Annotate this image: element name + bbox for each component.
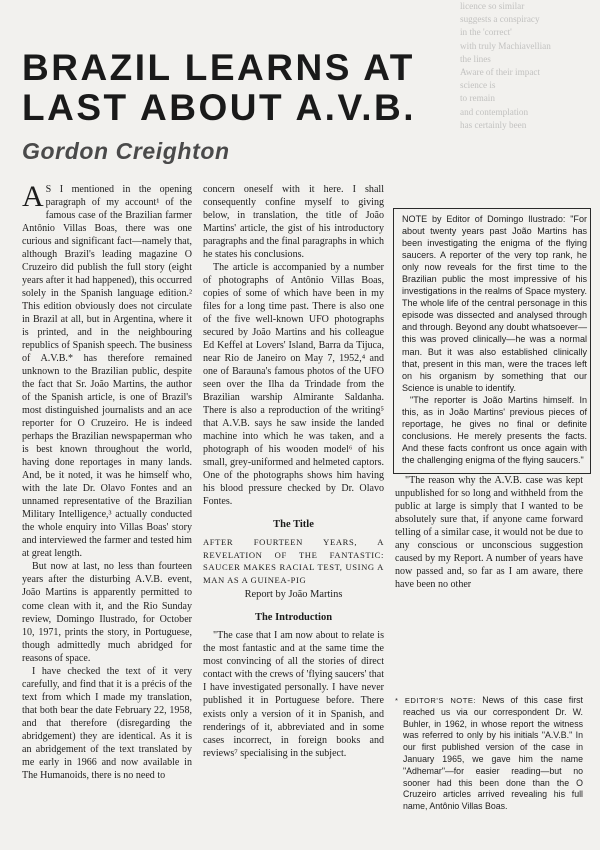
bleed-line: and contemplation — [460, 106, 529, 117]
editors-footnote — [395, 695, 583, 813]
opening-paragraph — [22, 180, 192, 560]
editor-note-paragraph: NOTE by Editor of Domingo Ilustrado: "For about twenty years past João Martins has been investigating the enigma of the flying saucers. A reporter of the very top rank, he only now reveals for the first time to the Brazilian public the most impressive of his investigations in the realms of Space mystery. The whole life of the central personage in this episode was dissected and analysed through and through. Beyond any doubt whatsoever—this was proved clinically—he was a normal man. But it was also established clinically that, present in this man, were the traces left on his organism by something that our Science is unable to identify. — [402, 214, 587, 393]
report-byline: Report by João Martins — [244, 589, 343, 601]
body-paragraph: But now at last, no less than fourteen years after the disturbing A.V.B. event, João Martins is apparently permitted to come clean with it, and the Rio Sunday review, Domingo Ilustrado, for October 10, 1971, prints the story, in Portuguese, though admittedly much abridged for reasons of space. — [22, 561, 192, 664]
editor-note-box — [393, 208, 591, 474]
facing-page-bleed-through — [460, 0, 600, 130]
body-paragraph: concern oneself with it here. I shall consequently confine myself to giving below, in translation, the title of João Martins' article, the gist of his introductory paragraphs and the final paragraphs in which he states his conclusions. — [203, 184, 384, 261]
body-paragraph: The article is accompanied by a number of photographs of Antônio Villas Boas, copies of some of which have been in my files for a long time past. There is also one of the five well-known UFO photographs secured by João Martins and his colleague Ed Keffel at Lovers' Island, Barra da Tijuca, near Rio de Janeiro on May 7, 1952,⁴ and one of Barauna's famous photos of the UFO seen over the Ilha da Trindade from the Brazilian warship Almirante Saldanha. There is also a reproduction of the writing⁵ that A.V.B. says he saw inside the landed machine into which he was taken, and a photograph of his wooden model⁶ of his small, grey-uniformed and helmeted captors. One of the photographs shows him having his blood pressure checked by Dr. Olavo Fontes. — [203, 262, 384, 508]
column-2 — [203, 183, 384, 760]
column-1 — [22, 180, 192, 782]
footnote-label: * EDITOR'S NOTE: — [395, 696, 477, 705]
article-title: BRAZIL LEARNS AT LAST ABOUT A.V.B. — [22, 47, 417, 128]
footnote-text: News of this case first reached us via our correspondent Dr. W. Buhler, in 1962, in whose report the witness was referred to only by his initials "A.V.B." In our first published version of the case in January 1965, we gave him the name "Adhemar"—for easier reading—but no sooner had this been done than the O Cruzeiro articles arrived revealing his full name, Antônio Villas Boas. — [403, 695, 583, 812]
bleed-line: in the 'correct' — [460, 27, 512, 38]
editor-note-paragraph: "The reporter is João Martins himself. In this, as in João Martins' previous pieces of reportage, he gives no final or definite conclusions. He merely presents the facts. And these facts confront us once again with the challenging enigma of the flying saucers." — [402, 394, 587, 465]
section-heading-introduction: The Introduction — [254, 612, 333, 624]
bleed-line: the lines — [460, 53, 491, 64]
section-heading-title: The Title — [273, 519, 314, 531]
bleed-line: Aware of their impact — [460, 66, 541, 77]
bleed-line: with truly Machiavellian — [460, 40, 551, 51]
body-paragraph: I have checked the text of it very carefully, and find that it is a précis of the text from which I made my translation, that both bear the date February 22, 1958, and that therefore (disregarding the abridgement) they are identical. As it is an abridgement of the text translated by me early in 1966 and now available in The Humanoids, there is no need to — [22, 665, 192, 781]
article-author: Gordon Creighton — [22, 138, 230, 164]
bleed-line: to remain — [460, 93, 495, 104]
bleed-line: suggests a conspiracy — [460, 14, 540, 25]
body-paragraph: "The case that I am now about to relate is the most fantastic and at the same time the most convincing of all the stories of direct contact with the crews of 'flying saucers' that I have investigated personally. I have never published it in Portuguese before. There exists only a version of it in Spanish, and renderings of it, abbreviated and in some cases incorrect, in foreign books and reviews⁷ specialising in the subject. — [203, 630, 384, 759]
bleed-line: licence so similar — [460, 1, 525, 11]
column-3 — [395, 474, 583, 591]
report-title-caps: AFTER FOURTEEN YEARS, A REVELATION OF THE FANTASTIC: SAUCER MAKES RACIAL TEST, USING A MAN AS A GUINEA-PIG — [203, 537, 384, 585]
bleed-line: science is — [460, 80, 496, 91]
opening-paragraph-text: S I mentioned in the opening paragraph of my account¹ of the famous case of the Brazilian farmer Antônio Villas Boas, there was one curious and significant fact—namely that, although Brazil's leading magazine O Cruzeiro did publish the full story (eight years after it had happened), this occurred solely in the Spanish language edition.² This edition obviously does not circulate in Brazil at all, but in Argentina, where it is printed, and in the neighbouring republics of Spanish speech. The business of A.V.B.* has therefore remained unknown to the Brazilian public, despite the fact that Sr. João Martins, the author of the Spanish article, is one of Brazil's most distinguished journalists and an ace reporter for O Cruzeiro. He is indeed perhaps the Brazilian newspaperman who is best known throughout the world, having done reportages in many lands. And, be it noted, it was he himself who, with the late Dr. Olavo Fontes and an unnamed representative of the Brazilian Military Intelligence,³ actually conducted the whole enquiry into Villas Boas' story and interviewed the farmer and tested him at great length. — [22, 184, 192, 560]
bleed-line: has certainly been — [460, 119, 527, 130]
drop-cap: A — [22, 180, 44, 213]
body-paragraph: "The reason why the A.V.B. case was kept unpublished for so long and withheld from the public at large is simply that I wanted to be absolutely sure that, if anyone came forward telling of a similar case, it would not be due to any conscious or unconscious suggestion caused by my Report. A number of years have now passed and, so far as I am aware, there have been no other — [395, 475, 583, 591]
